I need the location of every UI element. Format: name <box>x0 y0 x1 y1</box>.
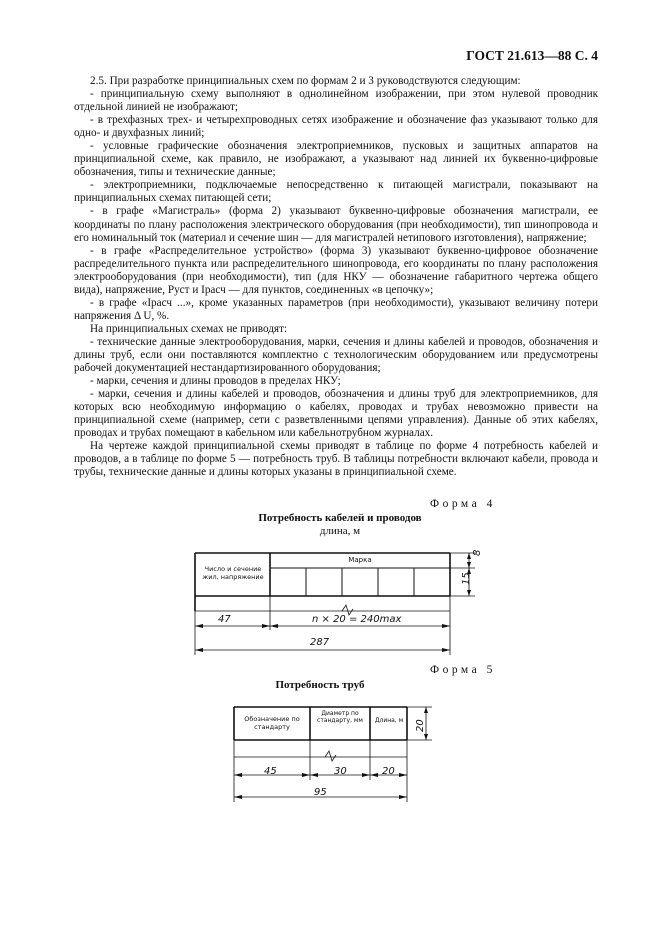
paragraph: - в графе «Распределительное устройство» (форма 3) указывают буквенно-цифровое обозначение распределительного пункта или распределительного шинопровода, его координаты по плану расположения электрооборудования (при необходимости), тип (для НКУ — обозначение габаритного чертежа общего вида), напряжение, Pуст и Iрасч — для пунктов, соединенных «в цепочку»; <box>74 244 598 296</box>
form4-dim-total: 287 <box>310 637 330 648</box>
form5-dim-col1: 45 <box>264 766 277 777</box>
form4-dim-col1: 47 <box>218 614 231 625</box>
page-header: ГОСТ 21.613—88 С. 4 <box>466 48 598 63</box>
paragraph: 2.5. При разработке принципиальных схем по формам 2 и 3 руководствуются следующим: <box>90 75 521 87</box>
paragraph: - в трехфазных трех- и четырехпроводных сетях изображение и обозначение фаз указывают только для одно- и двухфазных линий; <box>74 114 598 140</box>
form5-title: Потребность труб <box>275 679 365 691</box>
paragraph: - в графе «Iрасч ...», кроме указанных параметров (при необходимости), указывают величину потери напряжения Δ U, %. <box>74 296 598 322</box>
form4-subtitle: длина, м <box>319 525 361 537</box>
form5-dim-height: 20 <box>415 719 426 732</box>
form4-dim-rows-top: 8 <box>472 549 483 556</box>
paragraph: - технические данные электрооборудования, марки, сечения и длины кабелей и проводов, обозначения и длины труб, если они поставляются комплектно с технологическим оборудованием или предусмотрены рабочей документацией нестандартизированного оборудования; <box>74 335 598 375</box>
paragraph: На чертеже каждой принципиальной схемы приводят в таблице по форме 4 потребность кабелей и проводов, а в таблице по форме 5 — потребность труб. В таблицы потребности включают кабели, провода и трубы, технические данные и длины которых указаны в принципиальной схеме. <box>74 440 598 479</box>
paragraph: - марки, сечения и длины проводов в пределах НКУ; <box>90 375 341 388</box>
paragraph: - электроприемники, подключаемые непосредственно к питающей магистрали, показывают на принципиальных схемах питающей сети; <box>74 179 598 205</box>
form5-dim-col3: 20 <box>382 766 395 777</box>
form4-col1-header: Число и сечение жил, напряжение <box>202 565 264 581</box>
form4-dim-rows-total: 15 <box>461 572 472 585</box>
form5-col3-header: Длина, м <box>374 717 404 724</box>
form5-dim-total: 95 <box>314 787 327 798</box>
form4-title: Потребность кабелей и проводов <box>258 512 422 524</box>
form4-label: Форма 4 <box>430 498 496 510</box>
paragraph: На принципиальных схемах не приводят: <box>90 322 288 335</box>
paragraph: - принципиальную схему выполняют в однолинейном изображении, при этом нулевой проводник отдельной линией не изображают; <box>74 88 598 114</box>
paragraph: - марки, сечения и длины кабелей и проводов, обозначения и длины труб для электроприемников, для которых всю необходимую информацию о кабелях, проводах и трубах невозможно привести на принципиальной схеме (например, сети с разветвленными цепями управления). Данные об этих кабелях, проводах и трубах помещают в кабельном или кабельнотрубном журналах. <box>74 388 598 440</box>
form5-col1-header: Обозначение по стандарту <box>244 715 300 731</box>
paragraph: - условные графические обозначения электроприемников, пусковых и защитных аппаратов на принципиальной схеме, как правило, не изображают, а указывают над линией их буквенно-цифровые обозначения, типы и технические данные; <box>74 140 598 179</box>
form5-label: Форма 5 <box>430 664 496 676</box>
paragraph: - в графе «Магистраль» (форма 2) указывают буквенно-цифровые обозначения магистрали, ее координаты по плану расположения электрического оборудования (при необходимости), тип шинопровода и его номинальный ток (материал и сечение шин — для магистралей нетипового изготовления), напряжение; <box>74 205 598 244</box>
form5-dim-col2: 30 <box>334 766 347 777</box>
form4-dim-cols: n × 20 = 240max <box>312 614 402 625</box>
form4-col2-header: Марка <box>348 556 372 564</box>
form5-col2-header: Диаметр по стандарту, мм <box>317 710 363 724</box>
